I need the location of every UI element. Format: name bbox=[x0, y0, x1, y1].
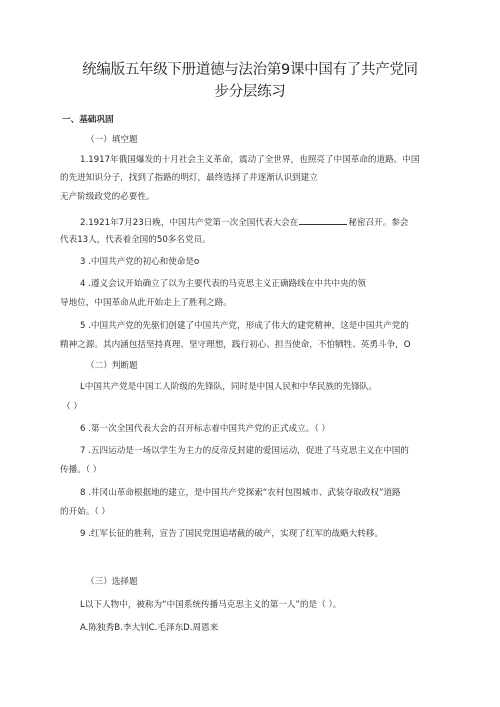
question-4-line-2: 导地位，中国革命从此开始走上了胜利之路。 bbox=[60, 298, 232, 308]
judge-8-line-1: 8 .井冈山革命根据地的建立，是中国共产党探索“农村包围城市、武装夺取政权”道路 bbox=[80, 488, 401, 498]
document-title-line-1: 统编版五年级下册道德与法治第9课中国有了共产党同 bbox=[82, 62, 418, 78]
judge-1-line-2: （ ） bbox=[62, 402, 82, 412]
choice-1-options: A.陈独秀B.李大钊C.毛泽东D.周恩来 bbox=[80, 623, 219, 633]
judge-1-line-1: L中国共产党是中国工人阶级的先锋队，同时是中国人民和中华民族的先锋队。 bbox=[80, 382, 377, 392]
judge-7-line-1: 7 .五四运动是一场以学生为主力的反帝反封建的爱国运动，促进了马克思主义在中国的 bbox=[80, 446, 409, 456]
question-1-line-2: 的先进知识分子，找到了指路的明灯，最终选择了并逐渐认识到建立 bbox=[60, 173, 318, 183]
judge-6: 6 .第一次全国代表大会的召开标志着中国共产党的正式成立。（ ） bbox=[80, 424, 330, 434]
choice-1: L以下人物中，被称为“中国系统传播马克思主义的第一人”的是（ ）。 bbox=[80, 600, 342, 610]
judge-7-line-2: 传播。（ ） bbox=[60, 465, 102, 475]
judge-9: 9 .红军长征的胜利，宣告了国民党围追堵截的破产，实现了红军的战略大转移。 bbox=[80, 529, 384, 539]
question-2-text-a: 2.1921年7月23日晚，中国共产党第一次全国代表大会在 bbox=[80, 218, 299, 228]
question-1-line-3: 无产阶级政党的必要性。 bbox=[60, 192, 155, 202]
document-title-line-2: 步分层练习 bbox=[214, 84, 286, 100]
question-2-text-b: 秘密召开。参会 bbox=[348, 218, 409, 228]
question-4-line-1: 4 .遵义会议开始确立了以为主要代表的马克思主义正确路线在中共中央的领 bbox=[80, 279, 366, 289]
question-1-line-1: 1.1917年俄国爆发的十月社会主义革命，震动了全世界，也照亮了中国革命的道路。中国 bbox=[80, 155, 420, 165]
choice-heading: （三）选择题 bbox=[86, 577, 138, 587]
fill-blank-heading: （一）填空题 bbox=[86, 135, 138, 145]
section-heading-basic: 一、基础巩固 bbox=[62, 115, 114, 125]
question-3: 3 .中国共产党的初心和使命是o bbox=[80, 257, 200, 267]
judge-8-line-2: 的开始。（ ） bbox=[60, 507, 110, 517]
question-5-line-1: 5 .中国共产党的先驱们创建了中国共产党，形成了伟大的建党精神，这是中国共产党的 bbox=[80, 321, 409, 331]
question-2-line-2: 代表13人，代表着全国的50多名党员。 bbox=[60, 235, 211, 245]
question-2-line-1 bbox=[80, 216, 409, 229]
answer-blank bbox=[299, 216, 347, 225]
question-5-line-2: 精神之源。其内涵包括坚持真理、坚守理想，践行初心、担当使命，不怕牺牲、英勇斗争，O bbox=[60, 340, 411, 350]
judge-heading: （二）判断题 bbox=[86, 361, 138, 371]
